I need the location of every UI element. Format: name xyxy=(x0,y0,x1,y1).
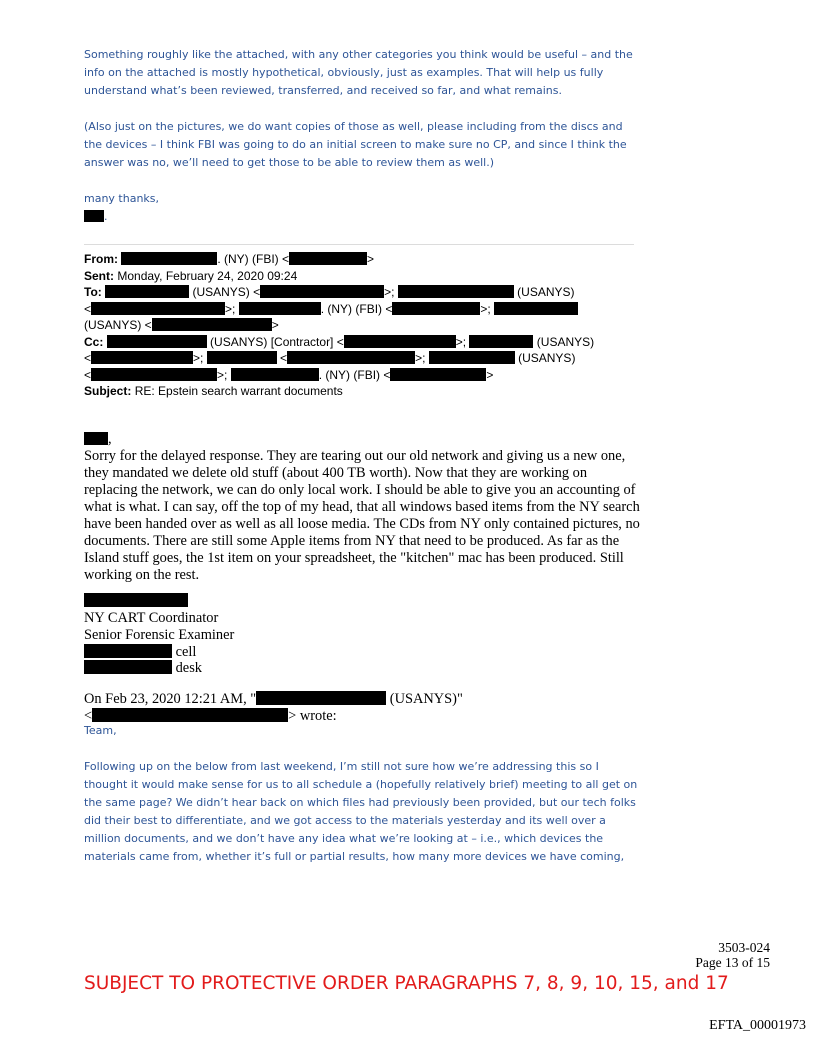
redaction-block xyxy=(105,285,189,298)
email-paragraph-2: (Also just on the pictures, we do want copies of those as well, please including from the discs and the devices – I think FBI was going to do an initial screen to make sure no CP, and since I think the answer was no, we’ll need to get those to be able to review them as well.) xyxy=(84,120,627,169)
email-closing: many thanks, xyxy=(84,192,160,205)
reply-signature-cell: cell xyxy=(84,644,644,661)
reply-signature-name xyxy=(84,593,644,610)
email-paragraph-1: Something roughly like the attached, with any other categories you think would be useful – and the info on the attached is mostly hypothetical, obviously, just as examples. That will help us fully understand what’s been reviewed, transferred, and received so far, and what remains. xyxy=(84,48,633,97)
redaction-block xyxy=(392,302,480,315)
redaction-block xyxy=(84,210,104,222)
redaction-block xyxy=(469,335,533,348)
redaction-block xyxy=(289,252,367,265)
reply-signature-desk: desk xyxy=(84,660,644,677)
redaction-block xyxy=(344,335,456,348)
header-from: From: . (NY) (FBI) < > xyxy=(84,252,375,266)
redaction-block xyxy=(398,285,514,298)
header-to-line-1: To: (USANYS) < >; (USANYS) xyxy=(84,285,575,299)
redaction-block xyxy=(91,302,225,315)
reply-greeting: , xyxy=(84,431,644,448)
reply-signature-title-1: NY CART Coordinator xyxy=(84,610,219,626)
header-to-line-3: (USANYS) < > xyxy=(84,318,279,332)
reply-body: Sorry for the delayed response. They are tearing out our old network and giving us a new one, they mandated we delete old stuff (about 400 TB worth). Now that they are working on replacing the network, we can do only local work. I should be able to give you an accounting of what is what. I can say, off the top of my head, that all windows based items from the NY search have been handed over as well as all loose media. The CDs from NY only contained pictures, no documents. There are still some Apple items from NY that need to be produced. As far as the Island stuff goes, the 1st item on your spreadsheet, the "kitchen" mac has been produced. Still working on the rest. xyxy=(84,448,640,583)
redaction-block xyxy=(107,335,207,348)
redaction-block xyxy=(239,302,321,315)
efta-stamp: EFTA_00001973 xyxy=(709,1018,806,1033)
protective-order-notice: SUBJECT TO PROTECTIVE ORDER PARAGRAPHS 7, 8, 9, 10, 15, and 17 xyxy=(84,973,729,994)
quoted-paragraph: Following up on the below from last weekend, I’m still not sure how we’re addressing this so I thought it would make sense for us to all schedule a (hopefully relatively brief) meeting to all get on the same page? We didn’t hear back on which files had previously been provided, but our tech folks did their best to differentiate, and we got access to the materials yesterday and its well over a million documents, and we don’t have any idea what we’re looking at – i.e., which devices the materials came from, whether it’s full or partial results, how many more devices we have coming, xyxy=(84,760,638,863)
redaction-block xyxy=(494,302,578,315)
header-cc-line-1: Cc: (USANYS) [Contractor] < >; (USANYS) xyxy=(84,334,595,349)
quote-header-line-1: On Feb 23, 2020 12:21 AM, " (USANYS)" xyxy=(84,691,463,707)
redaction-block xyxy=(121,252,217,265)
redaction-block xyxy=(207,351,277,364)
quote-header-line-2: < > wrote: xyxy=(84,708,337,724)
header-cc-line-3: < >; . (NY) (FBI) < > xyxy=(84,367,494,382)
redaction-block xyxy=(287,351,415,364)
signature-initials: . xyxy=(84,208,644,226)
redaction-block xyxy=(256,691,386,705)
header-cc-line-2: < >; < >; (USANYS) xyxy=(84,351,576,365)
redaction-block xyxy=(390,368,486,381)
header-divider xyxy=(84,244,634,245)
document-id: 3503-024 xyxy=(718,940,770,955)
redaction-block xyxy=(152,318,272,331)
header-subject: Subject: RE: Epstein search warrant documents xyxy=(84,384,343,398)
redaction-block xyxy=(84,593,188,607)
redaction-block xyxy=(92,708,288,722)
header-to-line-2: < >; . (NY) (FBI) < >; xyxy=(84,301,644,318)
reply-signature-title-2: Senior Forensic Examiner xyxy=(84,627,235,643)
page-number: Page 13 of 15 xyxy=(695,955,770,970)
redaction-block xyxy=(84,432,108,445)
redaction-block xyxy=(84,660,172,674)
quoted-greeting: Team, xyxy=(84,724,117,737)
redaction-block xyxy=(91,351,193,364)
redaction-block xyxy=(231,368,319,381)
redaction-block xyxy=(84,644,172,658)
header-sent: Sent: Monday, February 24, 2020 09:24 xyxy=(84,268,298,283)
redaction-block xyxy=(429,351,515,364)
redaction-block xyxy=(91,368,217,381)
redaction-block xyxy=(260,285,384,298)
